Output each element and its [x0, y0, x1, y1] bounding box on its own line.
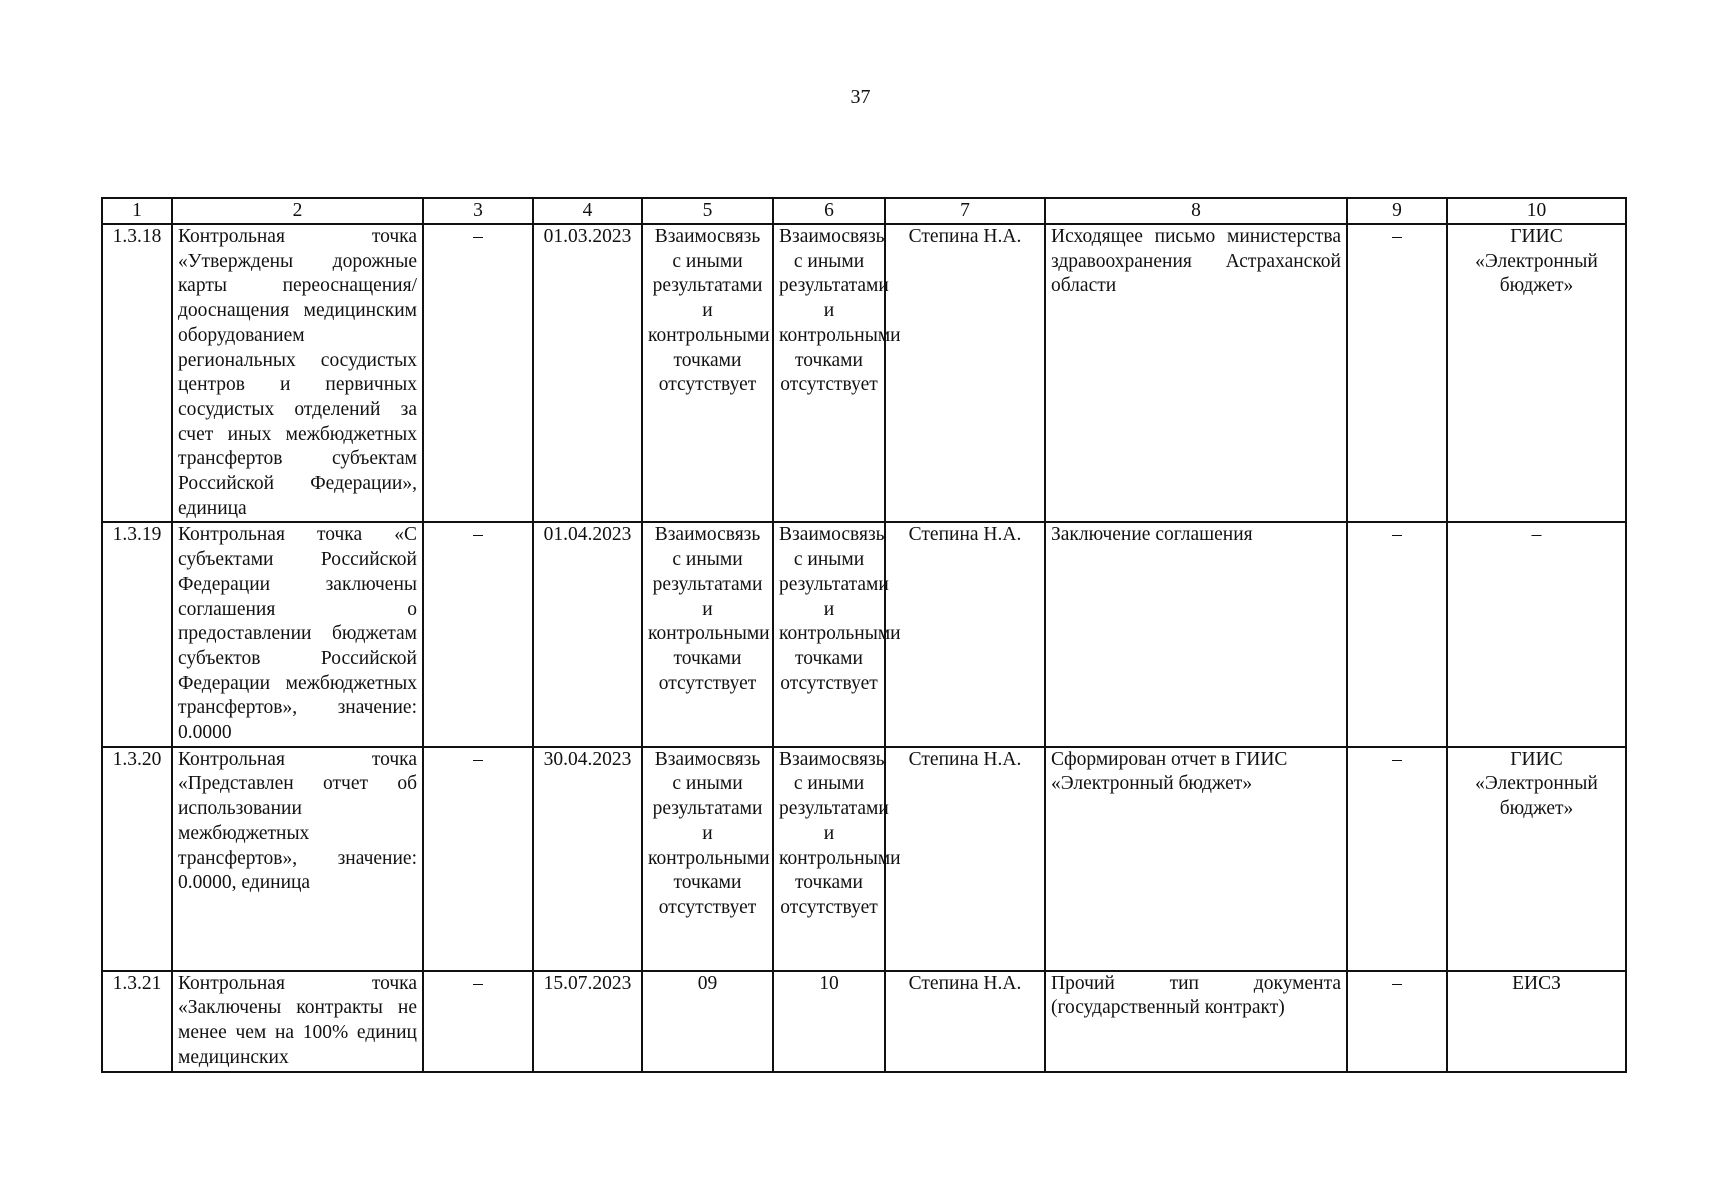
row-relation-results: 09 — [642, 971, 773, 1072]
table-header-row — [102, 198, 1626, 224]
row-date: 15.07.2023 — [533, 971, 642, 1072]
row-relation-points: Взаимосвязь с иными результатами и контрольными точками отсутствует — [773, 224, 885, 522]
table-row — [102, 522, 1626, 746]
table-row — [102, 747, 1626, 971]
row-col9: – — [1347, 747, 1447, 971]
row-system: ГИИС «Электронный бюджет» — [1447, 747, 1626, 971]
row-date: 01.03.2023 — [533, 224, 642, 522]
row-number: 1.3.18 — [102, 224, 172, 522]
row-document: Заключение соглашения — [1045, 522, 1347, 746]
row-responsible: Степина Н.А. — [885, 747, 1045, 971]
table-row — [102, 971, 1626, 1072]
row-relation-points: 10 — [773, 971, 885, 1072]
column-header: 1 — [102, 198, 172, 224]
page-number: 37 — [850, 86, 871, 108]
column-header: 8 — [1045, 198, 1347, 224]
row-date: 30.04.2023 — [533, 747, 642, 971]
row-col3: – — [423, 747, 533, 971]
column-header: 9 — [1347, 198, 1447, 224]
row-description: Контрольная точка «С субъектами Российской Федерации заключены соглашения о предоставлении бюджетам субъектов Российской Федерации межбюджетных трансфертов», значение: 0.0000 — [172, 522, 423, 746]
row-number: 1.3.20 — [102, 747, 172, 971]
row-col3: – — [423, 522, 533, 746]
row-col3: – — [423, 971, 533, 1072]
row-system: ЕИСЗ — [1447, 971, 1626, 1072]
row-responsible: Степина Н.А. — [885, 522, 1045, 746]
column-header: 2 — [172, 198, 423, 224]
row-system: – — [1447, 522, 1626, 746]
row-number: 1.3.21 — [102, 971, 172, 1072]
row-relation-results: Взаимосвязь с иными результатами и контрольными точками отсутствует — [642, 747, 773, 971]
row-col9: – — [1347, 971, 1447, 1072]
column-header: 10 — [1447, 198, 1626, 224]
column-header: 7 — [885, 198, 1045, 224]
row-col9: – — [1347, 224, 1447, 522]
row-document: Сформирован отчет в ГИИС «Электронный бюджет» — [1045, 747, 1347, 971]
row-col9: – — [1347, 522, 1447, 746]
row-date: 01.04.2023 — [533, 522, 642, 746]
row-relation-results: Взаимосвязь с иными результатами и контрольными точками отсутствует — [642, 522, 773, 746]
row-col3: – — [423, 224, 533, 522]
column-header: 6 — [773, 198, 885, 224]
column-header: 3 — [423, 198, 533, 224]
table-row — [102, 224, 1626, 522]
column-header: 5 — [642, 198, 773, 224]
row-relation-points: Взаимосвязь с иными результатами и контрольными точками отсутствует — [773, 522, 885, 746]
row-relation-results: Взаимосвязь с иными результатами и контрольными точками отсутствует — [642, 224, 773, 522]
row-description: Контрольная точка «Утверждены дорожные карты переоснащения/дооснащения медицинским оборудованием региональных сосудистых центров и первичных сосудистых отделений за счет иных межбюджетных трансфертов субъектам Российской Федерации», единица — [172, 224, 423, 522]
row-relation-points: Взаимосвязь с иными результатами и контрольными точками отсутствует — [773, 747, 885, 971]
column-header: 4 — [533, 198, 642, 224]
row-description: Контрольная точка «Представлен отчет об использовании межбюджетных трансфертов», значение: 0.0000, единица — [172, 747, 423, 971]
control-points-table — [101, 197, 1627, 1073]
row-responsible: Степина Н.А. — [885, 224, 1045, 522]
row-number: 1.3.19 — [102, 522, 172, 746]
row-responsible: Степина Н.А. — [885, 971, 1045, 1072]
row-system: ГИИС «Электронный бюджет» — [1447, 224, 1626, 522]
row-description: Контрольная точка «Заключены контракты не менее чем на 100% единиц медицинских — [172, 971, 423, 1072]
row-document: Исходящее письмо министерства здравоохранения Астраханской области — [1045, 224, 1347, 522]
row-document: Прочий тип документа (государственный контракт) — [1045, 971, 1347, 1072]
